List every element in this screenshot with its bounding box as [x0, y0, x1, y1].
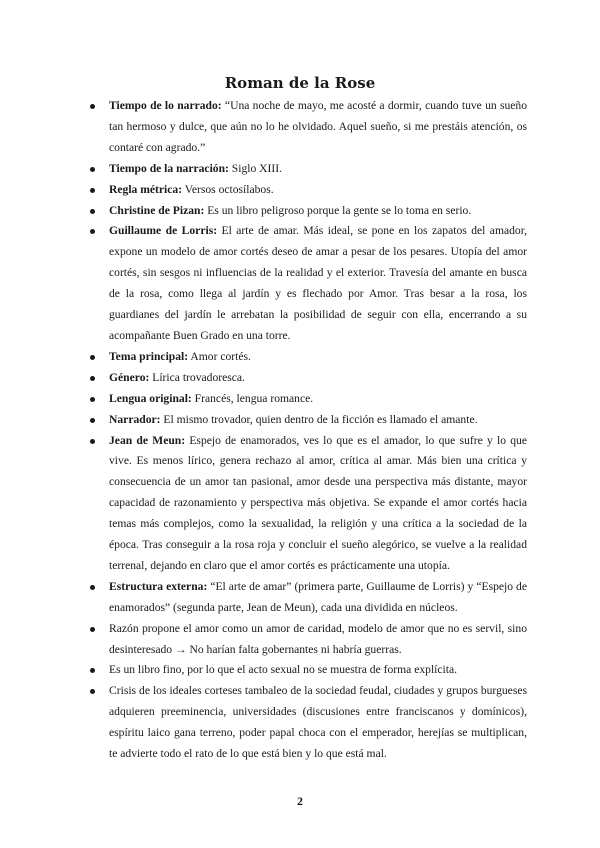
- bullet-icon: [90, 689, 95, 694]
- item-text: Amor cortés.: [188, 349, 251, 363]
- item-label: Christine de Pizan:: [109, 203, 205, 217]
- bullet-icon: [90, 209, 95, 214]
- item-text: “Una noche de mayo, me acosté a dormir, cuando tuve un sueño tan hermoso y dulce, que aún no lo he olvidado. Aquel sueño, si me prestáis atención, os contaré con agrado.”: [109, 99, 527, 154]
- item-label: Género:: [109, 370, 150, 384]
- bullet-icon: [90, 627, 95, 632]
- list-item: [90, 180, 527, 201]
- list-item: [90, 347, 527, 368]
- item-text: Crisis de los ideales corteses tambaleo de la sociedad feudal, ciudades y grupos burgueses adquieren preeminencia, universidades (discusiones entre franciscanos y domínicos), espíritu laico gana terreno, poder papal choca con el emperador, herejías se multiplican, te advierte todo el rato de lo que está bien y lo que está mal.: [109, 684, 527, 761]
- item-label: Guillaume de Lorris:: [109, 224, 218, 238]
- item-text: El mismo trovador, quien dentro de la ficción es llamado el amante.: [160, 412, 478, 426]
- bullet-icon: [90, 585, 95, 590]
- bullet-icon: [90, 188, 95, 193]
- bullet-icon: [90, 355, 95, 360]
- bullet-icon: [90, 439, 95, 444]
- item-text: Versos octosílabos.: [182, 182, 274, 196]
- item-label: Tiempo de lo narrado:: [109, 99, 222, 112]
- item-text: Es un libro peligroso porque la gente se lo toma en serio.: [204, 203, 472, 217]
- bullet-icon: [90, 397, 95, 402]
- bullet-list: [90, 96, 527, 765]
- item-text: Siglo XIII.: [228, 161, 283, 175]
- item-label: Tema principal:: [109, 349, 189, 363]
- item-label: Tiempo de la narración:: [109, 161, 229, 175]
- item-text: Es un libro fino, por lo que el acto sexual no se muestra de forma explícita.: [109, 663, 458, 677]
- list-item: [90, 410, 527, 431]
- item-label: Regla métrica:: [109, 182, 183, 196]
- bullet-icon: [90, 104, 95, 109]
- document-title: Roman de la Rose: [224, 74, 376, 92]
- list-item: [90, 619, 527, 661]
- page-number: 2: [297, 794, 303, 808]
- bullet-icon: [90, 668, 95, 673]
- list-item: [90, 389, 527, 410]
- list-item: [90, 201, 527, 222]
- list-item: [90, 221, 527, 346]
- list-item: [90, 431, 527, 577]
- item-text: El arte de amar. Más ideal, se pone en los zapatos del amador, expone un modelo de amor cortés deseo de amar a pesar de los pesares. Utopía del amor cortés, sin sesgos ni influencias de la realidad y el exterior. Travesía del amante en busca de la rosa, como llega al jardín y es flechado por Amor. Tras besar a la rosa, los guardianes del jardín le arrebatan la posibilidad de seguir con ella, encerrando a su acompañante Buen Grado en una torre.: [109, 224, 528, 342]
- item-label: Narrador:: [109, 412, 161, 426]
- item-text: Espejo de enamorados, ves lo que es el amador, lo que sufre y lo que vive. Es menos lírico, genera rechazo al amor, crítica al amar. Más bien una crítica y consecuencia de un amor tan pasional, amor desde una perspectiva más distante, mayor capacidad de razonamiento y perspectiva más objetiva. Se expande el amor cortés hacia temas más complejos, como la sexualidad, la religión y una crítica a la sociedad de la época. Tras conseguir a la rosa roja y concluir el sueño alegórico, se vuelve a la realidad terrenal, dejando en claro que el amor cortés es prácticamente una utopía.: [109, 433, 527, 572]
- item-label: Lengua original:: [109, 391, 192, 405]
- item-text: Razón propone el amor como un amor de caridad, modelo de amor que no es servil, sino desinteresado → No harían falta gobernantes ni habría guerras.: [109, 621, 527, 656]
- list-item: [90, 660, 527, 681]
- item-text: Lírica trovadoresca.: [149, 370, 245, 384]
- item-label: Jean de Meun:: [109, 433, 186, 447]
- bullet-icon: [90, 376, 95, 381]
- list-item: [90, 368, 527, 389]
- bullet-icon: [90, 167, 95, 172]
- bullet-icon: [90, 418, 95, 423]
- list-item: [90, 577, 527, 619]
- list-item: [90, 96, 527, 159]
- list-item: [90, 681, 527, 765]
- item-text: Francés, lengua romance.: [191, 391, 314, 405]
- list-item: [90, 159, 527, 180]
- bullet-icon: [90, 229, 95, 234]
- item-label: Estructura externa:: [109, 579, 208, 593]
- item-text: “El arte de amar” (primera parte, Guillaume de Lorris) y “Espejo de enamorados” (segunda parte, Jean de Meun), cada una dividida en núcleos.: [109, 579, 527, 614]
